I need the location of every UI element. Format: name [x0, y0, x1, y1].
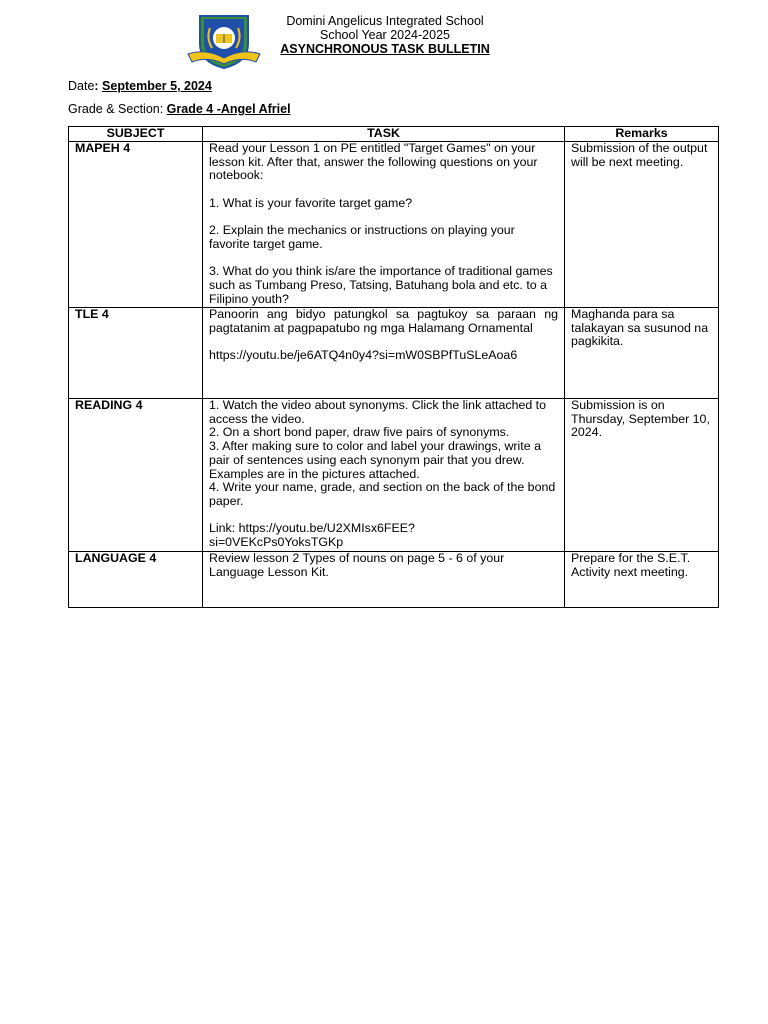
- table-header-row: [69, 127, 719, 142]
- remarks-cell: Prepare for the S.E.T. Activity next meeting.: [565, 552, 719, 608]
- bulletin-header: [0, 10, 768, 70]
- task-step: 4. Write your name, grade, and section on the back of the bond paper.: [209, 480, 556, 508]
- table-row: [69, 308, 719, 399]
- task-step: 1. Watch the video about synonyms. Click the link attached to access the video.: [209, 398, 547, 426]
- subject-cell: READING 4: [69, 399, 203, 552]
- task-question: 2. Explain the mechanics or instructions on playing your favorite target game.: [209, 223, 515, 251]
- task-step: 2. On a short bond paper, draw five pairs of synonyms.: [209, 425, 510, 440]
- date-label: Date: [68, 79, 95, 93]
- task-paragraph: Read your Lesson 1 on PE entitled "Target Games" on your lesson kit. After that, answer the following questions on your notebook:: [209, 141, 538, 183]
- date-value: September 5, 2024: [102, 79, 212, 93]
- subject-cell: LANGUAGE 4: [69, 552, 203, 608]
- remarks-column-header: Remarks: [565, 127, 719, 142]
- task-cell: Review lesson 2 Types of nouns on page 5 - 6 of your Language Lesson Kit.: [203, 552, 565, 608]
- subject-column-header: SUBJECT: [69, 127, 203, 142]
- grade-section-line: [68, 102, 291, 116]
- video-link-line[interactable]: si=0VEKcPs0YoksTGKp: [209, 535, 344, 550]
- subject-cell: TLE 4: [69, 308, 203, 399]
- date-colon: :: [94, 79, 103, 93]
- table-row: [69, 399, 719, 552]
- table-row: [69, 142, 719, 308]
- task-cell: [203, 399, 565, 552]
- task-cell: [203, 308, 565, 399]
- remarks-cell: Maghanda para sa talakayan sa susunod na pagkikita.: [565, 308, 719, 399]
- task-cell: [203, 142, 565, 308]
- grade-section-label: Grade & Section:: [68, 102, 167, 116]
- task-column-header: TASK: [203, 127, 565, 142]
- table-row: [69, 552, 719, 608]
- school-name: Domini Angelicus Integrated School: [286, 14, 484, 28]
- task-paragraph: Panoorin ang bidyo patungkol sa pagtukoy sa paraan ng pagtatanim at pagpapatubo ng mga Halamang Ornamental: [209, 307, 558, 335]
- task-step: 3. After making sure to color and label your drawings, write a pair of sentences using each synonym pair that you drew. Examples are in the pictures attached.: [209, 439, 541, 481]
- remarks-cell: Submission is on Thursday, September 10, 2024.: [565, 399, 719, 552]
- grade-section-value: Grade 4 -Angel Afriel: [166, 102, 291, 116]
- school-seal-logo-icon: [186, 14, 262, 70]
- remarks-cell: Submission of the output will be next meeting.: [565, 142, 719, 308]
- date-line: [68, 79, 212, 93]
- bulletin-title: ASYNCHRONOUS TASK BULLETIN: [280, 42, 490, 56]
- task-question: 3. What do you think is/are the importance of traditional games such as Tumbang Preso, Tatsing, Batuhang bola and etc. to a Filipino youth?: [209, 264, 553, 306]
- video-link-line[interactable]: Link: https://youtu.be/U2XMIsx6FEE?: [209, 521, 415, 536]
- school-year: School Year 2024-2025: [320, 28, 450, 42]
- video-link[interactable]: https://youtu.be/je6ATQ4n0y4?si=mW0SBPfTuSLeAoa6: [209, 348, 518, 363]
- task-table: [68, 126, 719, 608]
- task-question: 1. What is your favorite target game?: [209, 195, 413, 210]
- video-link[interactable]: [209, 522, 558, 549]
- subject-cell: MAPEH 4: [69, 142, 203, 308]
